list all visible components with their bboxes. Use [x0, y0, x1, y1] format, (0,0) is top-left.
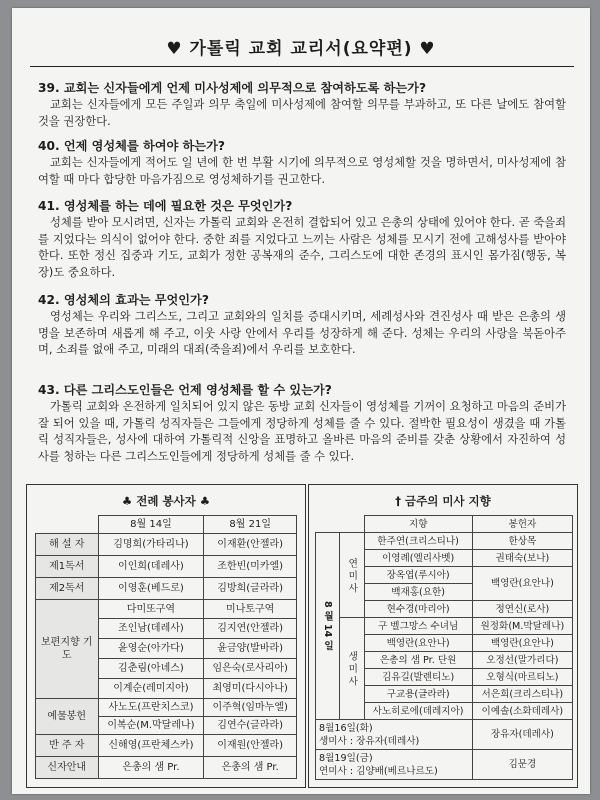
mass-table	[315, 515, 573, 780]
group-label: 연 미 사	[340, 533, 365, 618]
donor-cell: 장유자(데레사)	[472, 720, 572, 750]
cell: 이인희(데레사)	[98, 556, 204, 578]
donor-cell: 오형식(마르티노)	[472, 669, 572, 686]
cell: 임은숙(로사리아)	[204, 659, 297, 679]
cell: 조한빈(미카엘)	[204, 556, 297, 578]
intention-cell: 현수경(마리아)	[364, 601, 472, 618]
district-cell: 미나토구역	[204, 600, 297, 619]
table-row	[36, 757, 297, 779]
group-label: 생 미 사	[340, 618, 365, 720]
date-header: 8월 14일	[98, 516, 204, 534]
answer: 교회는 신자들에게 모든 주일과 의무 축일에 미사성제에 참여할 의무를 부과하고, 또 다른 날에도 참여할 것을 권장한다.	[38, 98, 566, 128]
extra-date: 8월16일(화)	[319, 722, 373, 734]
row-label: 신자안내	[36, 757, 99, 779]
intention-cell: 사노히로에(데레지아)	[364, 703, 472, 720]
donor-cell: 백영란(요안나)	[472, 567, 572, 601]
servers-title: ♣ 전례 봉사자 ♣	[121, 494, 211, 508]
liturgy-servers-box	[26, 484, 306, 788]
cell: 신해영(프란체스카)	[98, 735, 204, 757]
question: 43. 다른 그리스도인들은 언제 영성체를 할 수 있는가?	[38, 383, 332, 397]
cell: 이영훈(베드로)	[98, 578, 204, 600]
bulletin-page	[12, 8, 590, 794]
cell: 조인남(데레사)	[98, 619, 204, 639]
cell: 김연수(글라라)	[204, 717, 297, 735]
extra-intention	[316, 720, 473, 750]
donor-cell: 서은희(크리스티나)	[472, 686, 572, 703]
intention-cell: 이영례(엘리사벳)	[364, 550, 472, 567]
row-label: 반 주 자	[36, 735, 99, 757]
table-row	[316, 720, 573, 750]
extra-line: 연미사 : 김양배(베르나르도)	[319, 765, 438, 777]
page-title: ♥ 가톨릭 교회 교리서(요약편) ♥	[166, 39, 436, 59]
date-label: 8 월 14 일	[316, 533, 340, 720]
donor-cell: 이예솔(소화데레사)	[472, 703, 572, 720]
cell: 윤금양(발바라)	[204, 639, 297, 659]
cell: 최영미(다시아나)	[204, 679, 297, 699]
extra-date: 8월19일(금)	[319, 752, 373, 764]
question: 41. 영성체를 하는 데에 필요한 것은 무엇인가?	[38, 199, 293, 213]
donor-cell: 원정화(M.막달레나)	[472, 618, 572, 635]
donor-cell: 한상목	[472, 533, 572, 550]
answer: 영성체는 우리와 그리스도, 그리고 교회와의 일치를 증대시키며, 세례성사와 견진성사 때 받은 은총의 생명을 보존하며 새롭게 해 주고, 이웃 사랑 안에서 우리를 성장하게 해 준다. 성체는 우리의 사랑을 북돋아주며, 소죄를 없애 주고, 미래의 대죄(죽을죄)에서 우리를 보호한다.	[38, 310, 566, 357]
district-cell: 다미또구역	[98, 600, 204, 619]
qa-item	[38, 292, 566, 359]
intention-cell: 구교용(글라라)	[364, 686, 472, 703]
qa-item	[38, 198, 566, 281]
donor-cell: 정연신(로사)	[472, 601, 572, 618]
cell: 김방희(글라라)	[204, 578, 297, 600]
intention-cell: 구 벨그망스 수녀님	[364, 618, 472, 635]
cell: 이복순(M.막달레나)	[98, 717, 204, 735]
table-row	[36, 534, 297, 556]
intention-cell: 백재홍(요한)	[364, 584, 472, 601]
table-row	[316, 618, 573, 635]
extra-intention	[316, 750, 473, 780]
qa-item	[38, 80, 566, 130]
question: 40. 언제 영성체를 하여야 하는가?	[38, 139, 225, 153]
column-header: 지향	[364, 516, 472, 533]
cell: 윤영순(아가다)	[98, 639, 204, 659]
donor-cell: 오정선(말가리다)	[472, 652, 572, 669]
table-row	[36, 556, 297, 578]
row-label: 해 설 자	[36, 534, 99, 556]
qa-item	[38, 382, 566, 465]
servers-table	[35, 515, 297, 779]
mass-title: † 금주의 미사 지향	[395, 494, 491, 508]
row-label: 제1독서	[36, 556, 99, 578]
mass-intentions-box	[308, 484, 578, 788]
answer: 성체를 받아 모시려면, 신자는 가톨릭 교회와 온전히 결합되어 있고 은총의 상태에 있어야 한다. 곧 죽을죄를 지었다는 의식이 없어야 한다. 중한 죄를 지었다고 느끼는 사람은 성체를 모시기 전에 고해성사를 받아야 한다. 또한 정신 집중과 기도, 교회가 정한 공복재의 준수, 그리스도에 대한 존경의 표시인 몸가짐(행동, 복장)도 중요하다.	[38, 216, 566, 279]
answer: 가톨릭 교회와 온전하게 일치되어 있지 않은 동방 교회 신자들이 영성체를 기꺼이 요청하고 마음의 준비가 잘 되어 있을 때, 가톨릭 성직자들은 그들에게 정당하게 성체를 줄 수 있다. 절박한 필요성이 생겼을 때 가톨릭 성직자들은, 성사에 대하여 가톨릭적 신앙을 표명하고 올바른 마음의 준비를 갖춘 상황에서 자진하여 성사를 청하는 다른 그리스도인들에게 정당하게 성체를 줄 수 있다.	[38, 400, 566, 463]
row-label: 보편지향 기 도	[36, 600, 99, 699]
intention-cell: 김유길(발렌티노)	[364, 669, 472, 686]
donor-cell: 김문경	[472, 750, 572, 780]
cell: 김춘림(아녜스)	[98, 659, 204, 679]
donor-cell: 백영란(요안나)	[472, 635, 572, 652]
cell: 이주혁(임마누엘)	[204, 699, 297, 717]
table-row	[316, 750, 573, 780]
qa-item	[38, 138, 566, 188]
column-header: 봉헌자	[472, 516, 572, 533]
row-label: 예물봉헌	[36, 699, 99, 735]
donor-cell: 권태숙(보나)	[472, 550, 572, 567]
table-row	[36, 578, 297, 600]
table-row	[36, 735, 297, 757]
cell: 은총의 샘 Pr.	[98, 757, 204, 779]
intention-cell: 한주연(크리스티나)	[364, 533, 472, 550]
table-row	[36, 699, 297, 717]
cell: 이계순(레미지아)	[98, 679, 204, 699]
extra-line: 생미사 : 장유자(데레사)	[319, 735, 420, 747]
question: 39. 교회는 신자들에게 언제 미사성제에 의무적으로 참여하도록 하는가?	[38, 81, 427, 95]
intention-cell: 백영란(요안나)	[364, 635, 472, 652]
table-row	[316, 516, 573, 533]
table-row	[36, 600, 297, 619]
cell: 사노도(프란치스코)	[98, 699, 204, 717]
intention-cell: 은총의 샘 Pr. 단원	[364, 652, 472, 669]
title-divider	[30, 66, 574, 67]
intention-cell: 장옥엽(루시아)	[364, 567, 472, 584]
table-row	[36, 516, 297, 534]
cell: 이재원(안젤라)	[204, 735, 297, 757]
date-header: 8월 21일	[204, 516, 297, 534]
answer: 교회는 신자들에게 적어도 일 년에 한 번 부활 시기에 의무적으로 영성체할 것을 명하면서, 미사성제에 참여할 때 마다 합당한 마음가짐으로 영성체하기를 권고한다.	[38, 156, 566, 186]
cell: 은총의 샘 Pr.	[204, 757, 297, 779]
table-row	[316, 533, 573, 550]
cell: 김명희(가타리나)	[98, 534, 204, 556]
row-label: 제2독서	[36, 578, 99, 600]
cell: 김지연(안젤라)	[204, 619, 297, 639]
cell: 이재환(안젤라)	[204, 534, 297, 556]
question: 42. 영성체의 효과는 무엇인가?	[38, 293, 209, 307]
